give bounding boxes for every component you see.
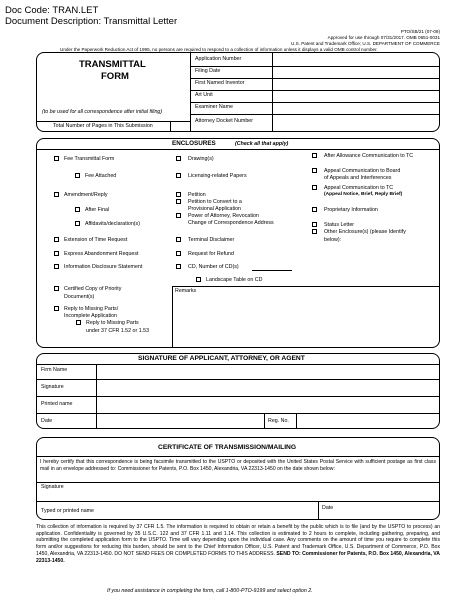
enclosures-title: ENCLOSURES	[172, 140, 216, 147]
first-inventor-field[interactable]	[273, 79, 438, 89]
certified-copy-label-2: Document(s)	[64, 294, 95, 300]
amendment-reply-checkbox[interactable]	[54, 192, 59, 197]
paperwork-notice: Under the Paperwork Reduction Act of 1995, no persons are required to respond to a collection of information unless it displays a valid OMB control number.	[60, 47, 378, 52]
reply-missing-label: Reply to Missing Parts/	[64, 306, 119, 312]
status-letter-label: Status Letter	[324, 222, 355, 228]
proprietary-label: Proprietary Information	[324, 207, 378, 213]
ids-label: Information Disclosure Statement	[64, 264, 143, 270]
cert-typed-name-field[interactable]	[110, 502, 317, 518]
fee-attached-label: Fee Attached	[85, 173, 117, 179]
fee-transmittal-checkbox[interactable]	[54, 156, 59, 161]
printed-name-field[interactable]	[97, 397, 438, 412]
printed-name-label: Printed name	[41, 401, 73, 407]
cert-signature-label: Signature	[41, 484, 64, 490]
express-abandonment-checkbox[interactable]	[54, 251, 59, 256]
status-letter-checkbox[interactable]	[312, 222, 317, 227]
other-enclosure-label-2: below):	[324, 237, 342, 243]
refund-label: Request for Refund	[188, 251, 234, 257]
licensing-label: Licensing-related Papers	[188, 173, 247, 179]
transmittal-title: TRANSMITTAL	[79, 59, 146, 70]
poa-checkbox[interactable]	[176, 213, 181, 218]
examiner-name-field[interactable]	[273, 103, 438, 113]
after-final-checkbox[interactable]	[75, 207, 80, 212]
doc-code: Doc Code: TRAN.LET	[5, 5, 99, 16]
after-final-label: After Final	[85, 207, 110, 213]
licensing-checkbox[interactable]	[176, 173, 181, 178]
transmittal-note: (to be used for all correspondence after initial filing)	[42, 109, 163, 115]
drawings-checkbox[interactable]	[176, 156, 181, 161]
filing-date-label: Filing Date	[195, 68, 221, 74]
first-inventor-label: First Named Inventor	[195, 80, 245, 86]
appeal-tc-label: Appeal Communication to TC	[324, 185, 394, 191]
refund-checkbox[interactable]	[176, 251, 181, 256]
reg-no-field[interactable]	[297, 414, 438, 427]
affidavits-label: Affidavits/declaration(s)	[85, 221, 140, 227]
total-pages-label: Total Number of Pages in This Submission	[53, 123, 153, 129]
firm-name-field[interactable]	[97, 365, 438, 378]
terminal-disclaimer-label: Terminal Disclaimer	[188, 237, 235, 243]
attorney-docket-label: Attorney Docket Number	[195, 118, 253, 124]
appeal-tc-label-2: (Appeal Notice, Brief, Reply Brief)	[324, 192, 403, 197]
cd-checkbox[interactable]	[176, 264, 181, 269]
help-line: If you need assistance in completing the form, call 1-800-PTO-9199 and select option 2.	[107, 588, 313, 594]
filing-date-field[interactable]	[273, 67, 438, 77]
art-unit-field[interactable]	[273, 91, 438, 101]
certified-copy-label: Certified Copy of Priority	[64, 286, 122, 292]
after-allowance-label: After Allowance Communication to TC	[324, 153, 414, 159]
after-allowance-checkbox[interactable]	[312, 153, 317, 158]
petition-convert-label-2: Provisional Application	[188, 206, 241, 212]
terminal-disclaimer-checkbox[interactable]	[176, 237, 181, 242]
firm-name-label: Firm Name	[41, 367, 68, 373]
reply-missing-checkbox[interactable]	[54, 306, 59, 311]
doc-description: Document Description: Transmittal Letter	[5, 16, 178, 27]
certified-copy-checkbox[interactable]	[54, 286, 59, 291]
landscape-checkbox[interactable]	[196, 277, 201, 282]
other-enclosure-label: Other Enclosure(s) (please Identify	[324, 229, 406, 235]
express-abandonment-label: Express Abandonment Request	[64, 251, 139, 257]
cert-date-label: Date	[322, 505, 334, 511]
agency-line: U.S. Patent and Trademark Office; U.S. DEPARTMENT OF COMMERCE	[291, 41, 440, 46]
form-number: PTO/SB/21 (07-09)	[400, 29, 440, 34]
examiner-name-label: Examiner Name	[195, 104, 233, 110]
remarks-box[interactable]	[172, 286, 439, 347]
reply-missing-sub-label: Reply to Missing Parts	[86, 320, 139, 326]
application-number-label: Application Number	[195, 56, 242, 62]
proprietary-checkbox[interactable]	[312, 207, 317, 212]
cert-date-field[interactable]	[340, 502, 438, 518]
extension-label: Extension of Time Request	[64, 237, 128, 243]
petition-convert-checkbox[interactable]	[176, 199, 181, 204]
send-to-address: SEND TO: Commissioner for Patents, P.O. Box 1450, Alexandria, VA 22313-1450.	[36, 550, 440, 564]
date-label: Date	[41, 418, 53, 424]
reply-missing-sub-label-2: under 37 CFR 1.52 or 1.53	[86, 328, 150, 334]
cert-signature-field[interactable]	[100, 483, 438, 500]
fee-attached-checkbox[interactable]	[75, 173, 80, 178]
cd-label: CD, Number of CD(s)	[188, 264, 239, 270]
fee-transmittal-label: Fee Transmittal Form	[64, 156, 115, 162]
petition-convert-label: Petition to Convert to a	[188, 199, 242, 205]
remarks-label: Remarks	[175, 288, 197, 294]
certificate-text: I hereby certify that this correspondence is being facsimile transmitted to the USPTO or deposited with the United States Postal Service with sufficient postage as first class mail in an envelope addressed to: Commissioner for Patents, P.O. Box 1450, Alexandria, VA 22313-1450 on the date shown below:	[40, 459, 436, 472]
signature-section-title: SIGNATURE OF APPLICANT, ATTORNEY, OR AGENT	[138, 355, 305, 362]
date-field[interactable]	[97, 414, 263, 427]
signature-field[interactable]	[97, 380, 438, 395]
reg-no-label: Reg. No.	[268, 418, 289, 424]
drawings-label: Drawing(s)	[188, 156, 214, 162]
extension-checkbox[interactable]	[54, 237, 59, 242]
application-number-field[interactable]	[273, 54, 438, 65]
appeal-tc-checkbox[interactable]	[312, 185, 317, 190]
cert-typed-name-label: Typed or printed name	[41, 508, 94, 514]
burden-statement: This collection of information is required by 37 CFR 1.5. The information is required to obtain or retain a benefit by the public which is to file (and by the USPTO to process) an application. Confidentiality is governed by 35 U.S.C. 122 and 37 CFR 1.11 and 1.14. This collection is estimated to 2 hours to complete, including gathering, preparing, and submitting the completed application form to the USPTO. Time will vary depending upon the individual case. Any comments on the amount of time you require to complete this form and/or suggestions for reducing this burden, should be sent to the Chief Information Officer, U.S. Patent and Trademark Office, U.S. Department of Commerce, P.O. Box 1450, Alexandria, VA 22313-1450. DO NOT SEND FEES OR COMPLETED FORMS TO THIS ADDRESS. SEND TO: Commissioner for Patents, P.O. Box 1450, Alexandria, VA 22313-1450.	[36, 524, 440, 564]
other-enclosure-checkbox[interactable]	[312, 229, 317, 234]
certificate-title: CERTIFICATE OF TRANSMISSION/MAILING	[158, 444, 297, 451]
appeal-board-label-2: of Appeals and Interferences	[324, 175, 392, 181]
petition-label: Petition	[188, 192, 206, 198]
poa-label-2: Change of Correspondence Address	[188, 220, 274, 226]
enclosures-subtitle: (Check all that apply)	[235, 141, 289, 147]
landscape-label: Landscape Table on CD	[206, 277, 263, 283]
transmittal-form-title: FORM	[101, 71, 129, 82]
reply-missing-label-2: Incomplete Application	[64, 313, 118, 319]
affidavits-checkbox[interactable]	[75, 221, 80, 226]
petition-checkbox[interactable]	[176, 192, 181, 197]
amendment-reply-label: Amendment/Reply	[64, 192, 108, 198]
total-pages-field[interactable]	[172, 122, 189, 130]
art-unit-label: Art Unit	[195, 92, 213, 98]
appeal-board-checkbox[interactable]	[312, 168, 317, 173]
approval-line: Approved for use through 07/31/2017. OMB 0651-0031	[327, 35, 440, 40]
reply-missing-sub-checkbox[interactable]	[76, 320, 81, 325]
ids-checkbox[interactable]	[54, 264, 59, 269]
appeal-board-label: Appeal Communication to Board	[324, 168, 401, 174]
attorney-docket-field[interactable]	[273, 115, 438, 130]
cd-count-field[interactable]	[252, 270, 292, 271]
signature-label: Signature	[41, 384, 64, 390]
poa-label: Power of Attorney, Revocation	[188, 213, 259, 219]
